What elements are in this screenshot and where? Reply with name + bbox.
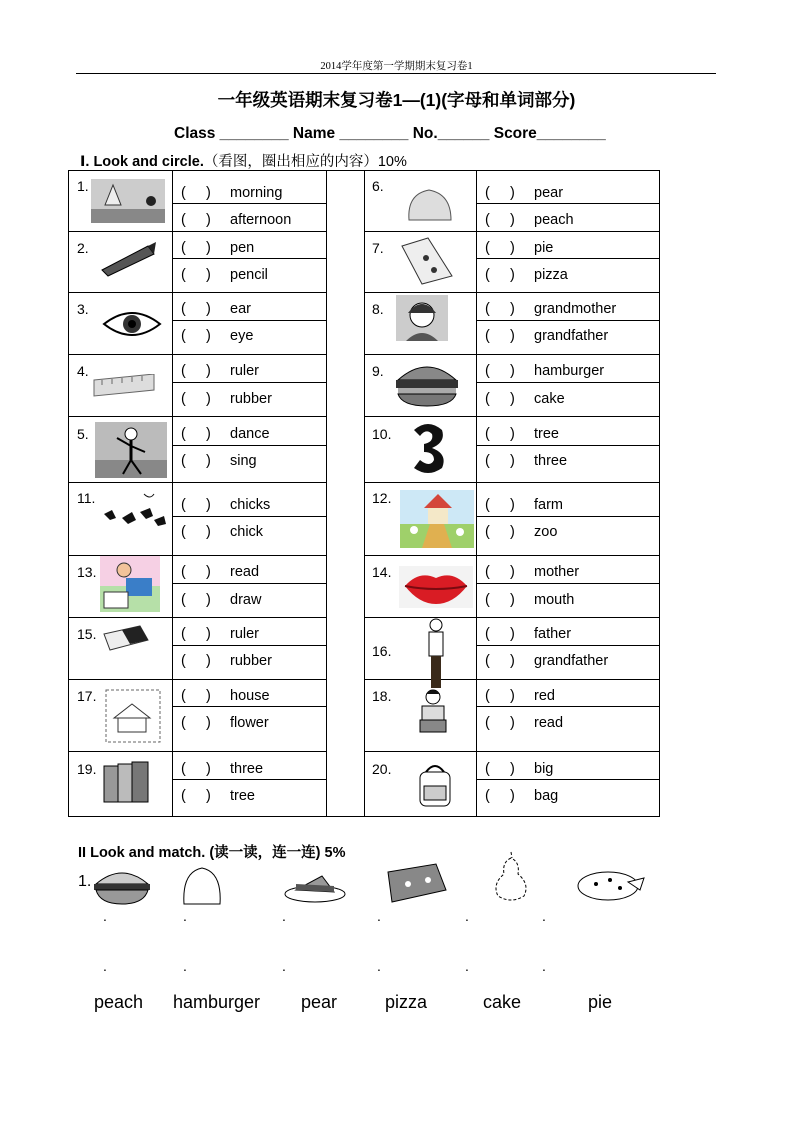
item-number: 15.	[77, 626, 97, 642]
dancing-child-icon	[95, 422, 167, 478]
match-dot[interactable]: .	[542, 908, 546, 924]
section1-note: （看图，圈出相应的内容）10%	[203, 154, 407, 170]
option-label: tree	[230, 788, 255, 804]
match-dot[interactable]: .	[103, 908, 107, 924]
answer-blank[interactable]: ( )	[181, 426, 211, 442]
answer-blank[interactable]: ( )	[181, 626, 211, 642]
option-label: ruler	[230, 626, 260, 642]
landscape-icon	[91, 179, 165, 223]
match-word: pear	[301, 992, 338, 1012]
man-icon	[424, 618, 448, 690]
option-label: hamburger	[534, 363, 605, 379]
option-label: sing	[230, 453, 257, 469]
match-word: hamburger	[173, 992, 261, 1012]
option-label: pencil	[230, 267, 268, 283]
match-dot[interactable]: .	[542, 958, 546, 974]
answer-blank[interactable]: ( )	[181, 267, 211, 283]
item-number: 17.	[77, 688, 97, 704]
hamburger-icon	[92, 864, 152, 908]
match-dot[interactable]: .	[377, 958, 381, 974]
item-number: 2.	[77, 240, 89, 256]
match-dot[interactable]: .	[282, 958, 286, 974]
item-number: 1.	[78, 873, 92, 890]
answer-blank[interactable]: ( )	[485, 453, 515, 469]
answer-blank[interactable]: ( )	[181, 497, 211, 513]
answer-blank[interactable]: ( )	[485, 761, 515, 777]
option-label: zoo	[534, 524, 558, 540]
answer-blank[interactable]: ( )	[181, 592, 211, 608]
drawing-child-icon	[100, 556, 160, 612]
answer-blank[interactable]: ( )	[181, 761, 211, 777]
match-dot[interactable]: .	[183, 958, 187, 974]
answer-blank[interactable]: ( )	[181, 328, 211, 344]
option-label: read	[230, 564, 260, 580]
option-label: rubber	[230, 653, 272, 669]
item-number: 6.	[372, 178, 384, 194]
option-label: draw	[230, 592, 262, 608]
answer-blank[interactable]: ( )	[485, 497, 515, 513]
option-label: pie	[534, 240, 554, 256]
books-icon	[100, 758, 158, 806]
option-label: house	[230, 688, 270, 704]
match-word: pie	[588, 992, 613, 1012]
option-label: peach	[534, 212, 574, 228]
section1-title: Ⅰ. Look and circle.	[80, 154, 204, 170]
match-dot[interactable]: .	[377, 908, 381, 924]
grandmother-icon	[396, 295, 448, 341]
answer-blank[interactable]: ( )	[181, 240, 211, 256]
option-label: ear	[230, 301, 251, 317]
item-number: 8.	[372, 301, 384, 317]
match-word: pizza	[385, 992, 428, 1012]
item-number: 16.	[372, 643, 392, 659]
option-label: mouth	[534, 592, 575, 608]
answer-blank[interactable]: ( )	[181, 653, 211, 669]
item-number: 10.	[372, 426, 392, 442]
item-number: 18.	[372, 688, 392, 704]
pizza-icon	[384, 862, 450, 904]
pear-icon	[488, 848, 534, 904]
option-label: read	[534, 715, 564, 731]
option-label: grandfather	[534, 653, 609, 669]
match-dot[interactable]: .	[183, 908, 187, 924]
match-dot[interactable]: .	[282, 908, 286, 924]
answer-blank[interactable]: ( )	[485, 328, 515, 344]
option-label: three	[230, 761, 264, 777]
answer-blank[interactable]: ( )	[485, 653, 515, 669]
peach-icon	[405, 186, 455, 224]
item-number: 12.	[372, 490, 392, 506]
answer-blank[interactable]: ( )	[181, 564, 211, 580]
answer-blank[interactable]: ( )	[485, 426, 515, 442]
cake-icon	[282, 866, 348, 904]
answer-blank[interactable]: ( )	[181, 212, 211, 228]
number-three-icon	[408, 420, 450, 478]
option-label: cake	[534, 391, 565, 407]
option-label: mother	[534, 564, 580, 580]
match-dot[interactable]: .	[465, 908, 469, 924]
option-label: afternoon	[230, 212, 292, 228]
student-info-line: Class ________ Name ________ No.______ Score________	[174, 125, 606, 142]
answer-blank[interactable]: ( )	[485, 185, 515, 201]
answer-blank[interactable]: ( )	[181, 301, 211, 317]
item-number: 4.	[77, 363, 89, 379]
answer-blank[interactable]: ( )	[181, 524, 211, 540]
option-label: big	[534, 761, 554, 777]
answer-blank[interactable]: ( )	[485, 267, 515, 283]
answer-blank[interactable]: ( )	[485, 391, 515, 407]
pizza-slice-icon	[396, 236, 456, 286]
item-number: 14.	[372, 564, 392, 580]
option-label: flower	[230, 715, 269, 731]
answer-blank[interactable]: ( )	[485, 212, 515, 228]
section2-heading: II Look and match. (读一读，连一连) 5%	[78, 845, 346, 861]
item-number: 3.	[77, 301, 89, 317]
option-label: bag	[534, 788, 559, 804]
option-label: father	[534, 626, 572, 642]
option-label: chicks	[230, 497, 271, 513]
option-label: rubber	[230, 391, 272, 407]
answer-blank[interactable]: ( )	[485, 524, 515, 540]
option-label: farm	[534, 497, 563, 513]
item-number: 11.	[77, 490, 96, 506]
item-number: 1.	[77, 178, 89, 194]
item-number: 5.	[77, 426, 89, 442]
peach-icon	[180, 864, 224, 908]
bag-icon	[410, 760, 460, 810]
answer-blank[interactable]: ( )	[485, 626, 515, 642]
option-label: grandmother	[534, 301, 617, 317]
item-number: 19.	[77, 761, 97, 777]
answer-blank[interactable]: ( )	[485, 788, 515, 804]
ruler-icon	[92, 374, 156, 398]
item-number: 20.	[372, 761, 392, 777]
page-header: 2014学年度第一学期期末复习卷1	[320, 61, 473, 72]
option-label: pen	[230, 240, 255, 256]
option-label: dance	[230, 426, 270, 442]
farm-icon	[400, 490, 474, 548]
item-number: 13.	[77, 564, 97, 580]
mouth-icon	[399, 566, 473, 608]
option-label: grandfather	[534, 328, 609, 344]
pie-icon	[574, 866, 646, 906]
match-word: peach	[94, 992, 144, 1012]
reading-boy-icon	[418, 688, 448, 742]
match-word: cake	[483, 992, 522, 1012]
answer-blank[interactable]: ( )	[181, 453, 211, 469]
page-title: 一年级英语期末复习卷1—(1)(字母和单词部分)	[217, 90, 576, 110]
option-label: pear	[534, 185, 564, 201]
option-label: three	[534, 453, 568, 469]
option-label: tree	[534, 426, 559, 442]
option-label: pizza	[534, 267, 568, 283]
chicks-icon	[100, 490, 170, 532]
answer-blank[interactable]: ( )	[485, 564, 515, 580]
answer-blank[interactable]: ( )	[181, 185, 211, 201]
answer-blank[interactable]: ( )	[485, 715, 515, 731]
option-label: red	[534, 688, 555, 704]
answer-blank[interactable]: ( )	[181, 788, 211, 804]
option-label: morning	[230, 185, 283, 201]
option-label: ruler	[230, 363, 260, 379]
answer-blank[interactable]: ( )	[181, 391, 211, 407]
pen-icon	[98, 240, 158, 278]
answer-blank[interactable]: ( )	[485, 363, 515, 379]
eye-icon	[102, 306, 162, 342]
answer-blank[interactable]: ( )	[181, 688, 211, 704]
match-dot[interactable]: .	[103, 958, 107, 974]
item-number: 7.	[372, 240, 384, 256]
item-number: 9.	[372, 363, 384, 379]
answer-blank[interactable]: ( )	[181, 715, 211, 731]
answer-blank[interactable]: ( )	[485, 592, 515, 608]
match-dot[interactable]: .	[465, 958, 469, 974]
house-icon	[104, 688, 162, 744]
answer-blank[interactable]: ( )	[181, 363, 211, 379]
answer-blank[interactable]: ( )	[485, 240, 515, 256]
answer-blank[interactable]: ( )	[485, 688, 515, 704]
hamburger-icon	[392, 358, 462, 410]
answer-blank[interactable]: ( )	[485, 301, 515, 317]
rubber-icon	[100, 624, 150, 652]
option-label: eye	[230, 328, 254, 344]
option-label: chick	[230, 524, 264, 540]
